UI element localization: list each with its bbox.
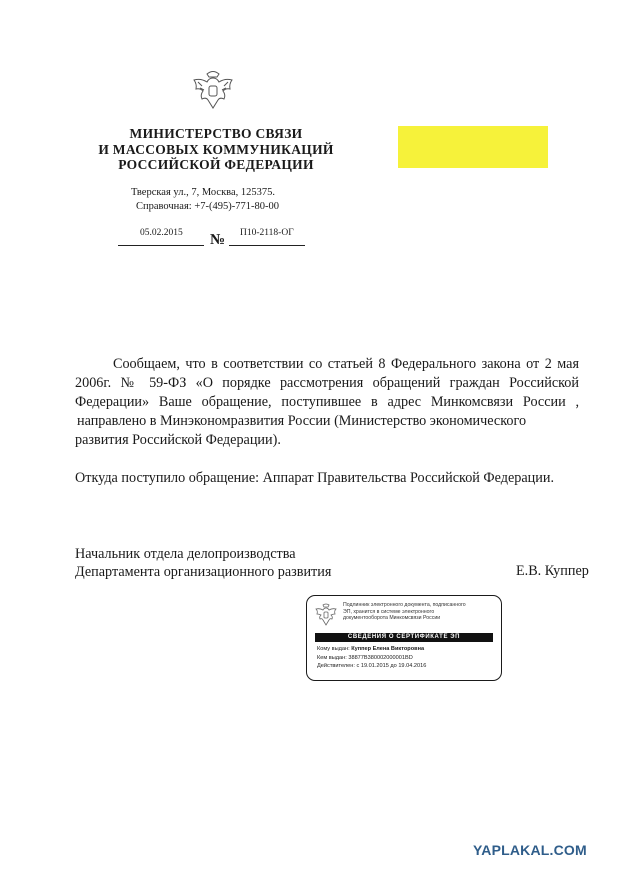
certificate-validity-row (317, 662, 497, 671)
redaction-highlight (398, 126, 548, 168)
number-sign: № (210, 232, 226, 248)
issuer-value: 38877B380002000001BD (348, 654, 413, 661)
owner-value: Куппер Елена Викторовна (351, 646, 425, 652)
stamp-note-line: документооборота Минкомсвязи России (343, 615, 441, 621)
certificate-owner-row (317, 645, 497, 654)
certificate-details (317, 645, 497, 671)
signer-title-line-1: Начальник отдела делопроизводства (75, 546, 296, 562)
owner-label: Кому выдан: (317, 646, 350, 652)
validity-value: с 19.01.2015 до 19.04.2016 (356, 663, 427, 670)
signer-title (75, 545, 331, 581)
letter-body (75, 355, 579, 450)
site-watermark: YAPLAKAL.COM (473, 842, 587, 858)
source-line: Откуда поступило обращение: Аппарат Правительства Российской Федерации. (75, 470, 554, 486)
body-line: направлено в Минэкономразвития России (Министерство экономического (77, 413, 527, 429)
ministry-line-1: МИНИСТЕРСТВО СВЯЗИ (129, 126, 303, 141)
certificate-header: СВЕДЕНИЯ О СЕРТИФИКАТЕ ЭП (315, 633, 493, 642)
registration-number: П10-2118-ОГ (240, 228, 294, 238)
e-signature-stamp (306, 595, 502, 681)
ministry-line-3: РОССИЙСКОЙ ФЕДЕРАЦИИ (118, 157, 314, 172)
stamp-note-line: ЭП, хранится в системе электронного (343, 608, 435, 615)
signer-name: Е.В. Куппер (516, 563, 589, 579)
certificate-issuer-row (317, 654, 497, 663)
number-underline (229, 245, 305, 246)
body-line: развития Российской Федерации). (75, 432, 281, 448)
body-line: Сообщаем, что в соответствии со статьей 8 Федерального закона от 2 мая (113, 356, 579, 372)
stamp-note (343, 602, 499, 622)
signer-title-line-2: Департамента организационного развития (75, 564, 332, 580)
body-line: 2006г. № 59-ФЗ «О порядке рассмотрения обращений граждан Российской (75, 375, 579, 391)
registration-date: 05.02.2015 (140, 228, 183, 238)
validity-label: Действителен: (317, 663, 355, 670)
phone-line: Справочная: +7-(495)-771-80-00 (136, 201, 279, 212)
address-line: Тверская ул., 7, Москва, 125375. (131, 187, 276, 198)
ministry-address (131, 186, 279, 214)
ministry-name (96, 126, 336, 173)
coat-of-arms-icon (314, 602, 338, 628)
issuer-label: Кем выдан: (317, 654, 347, 661)
date-underline (118, 245, 204, 246)
coat-of-arms-icon (190, 66, 236, 112)
body-line: Федерации» Ваше обращение, поступившее в адрес Минкомсвязи России , (75, 394, 579, 410)
stamp-note-line: Подлинник электронного документа, подписанного (343, 602, 466, 608)
ministry-line-2: И МАССОВЫХ КОММУНИКАЦИЙ (98, 141, 334, 157)
